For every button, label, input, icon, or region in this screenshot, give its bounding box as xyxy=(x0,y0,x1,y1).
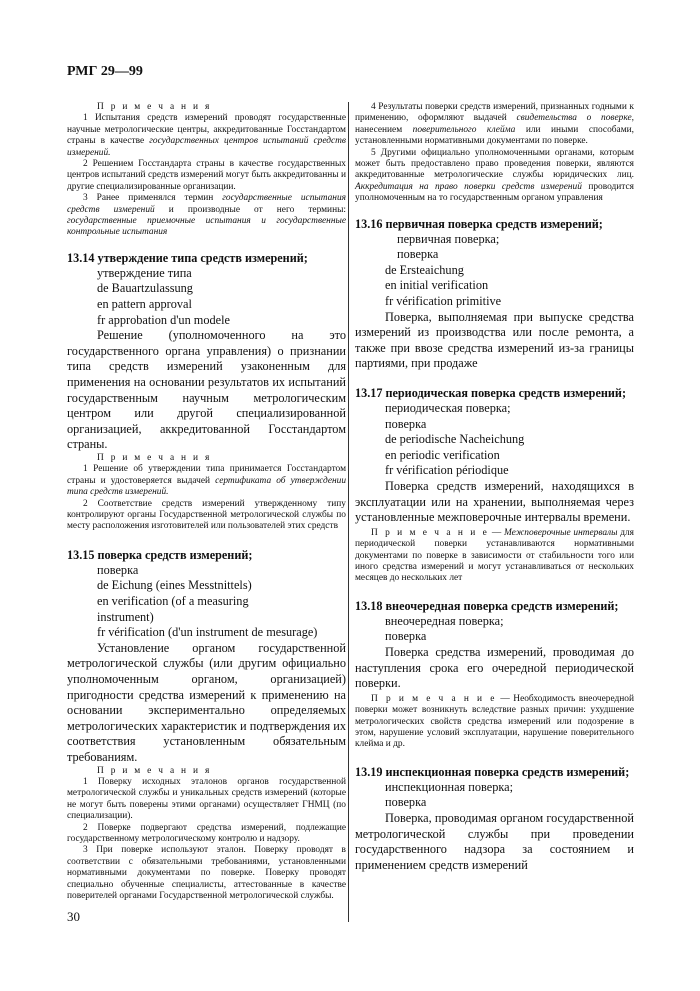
term: периодическая поверка; xyxy=(385,401,511,415)
note-4: 4 Результаты поверки средств измерений, признанных годными к применению, оформляют выдачей свидетельства о поверке, нанесением поверительного клейма или иными способами, установленными нормативными документами по поверке. xyxy=(355,102,634,147)
notes-label: П р и м е ч а н и я xyxy=(97,765,212,776)
note-2: 2 Соответствие средств измерений утвержденному типу контролируют органы Государственной метрологической службы по месту расположения изготовителей или пользователей этих средств xyxy=(67,498,346,532)
note-1: 1 Решение об утверждении типа принимается Госстандартом страны и удостоверяется выдачей сертификата об утверждении типа средств измерений. xyxy=(67,464,347,498)
term: поверка xyxy=(97,562,139,577)
note-3: 3 При поверке используют эталон. Поверку проводят в соответствии с обязательными требованиями, установленными нормативными документами по поверке. Поверку проводят специально обученные специалисты, аттестованные в качестве поверителей органами Государственной метрологической службы. xyxy=(67,845,346,902)
note-5: 5 Другими официально уполномоченными органами, которым может быть предоставлено право проведения поверки, являются аккредитованные метрологические службы юридических лиц. Аккредитация на право поверки средств измерений проводится уполномоченным на то государственным органом управления xyxy=(355,147,634,204)
section-13-16-terms xyxy=(355,232,634,310)
section-13-17-title: 13.17 периодическая поверка средств измерений; xyxy=(355,386,626,400)
section-13-19-title: 13.19 инспекционная поверка средств измерений; xyxy=(355,764,630,779)
term: утверждение типа xyxy=(97,265,192,280)
section-13-16-definition: Поверка, выполняемая при выпуске средства измерений из производства или после ремонта, а также при ввозе средства измерений из-за границы партиями, при продаже xyxy=(355,309,634,371)
term: en initial verification xyxy=(385,278,489,293)
section-13-14-notes xyxy=(67,464,346,532)
term: en pattern approval xyxy=(97,297,192,312)
column-divider xyxy=(348,102,349,922)
continued-notes xyxy=(355,102,634,205)
section-13-19-terms xyxy=(355,780,634,811)
right-column xyxy=(355,102,634,873)
section-13-15-notes xyxy=(67,777,346,902)
note-2: 2 Решением Госстандарта страны в качестве государственных центров испытаний средств измерений могут быть аккредитованны и другие специализированные организации. xyxy=(67,159,346,192)
notes-label: П р и м е ч а н и я xyxy=(97,102,212,112)
section-13-18-definition: Поверка средства измерений, проводимая до наступления срока его очередной периодической поверки. xyxy=(355,644,634,691)
left-column xyxy=(67,102,346,902)
term: de Eichung (eines Messtnittels) xyxy=(97,578,252,593)
note-1: 1 Поверку исходных эталонов органов государственной метрологической службы и уникальных средств измерений (которые не могут быть поверены этими органами) осуществляет ГНМЦ (по специализации). xyxy=(67,776,346,822)
section-13-14-terms xyxy=(67,266,346,328)
section-13-15-title: 13.15 поверка средств измерений; xyxy=(67,547,253,562)
term: en periodic verification xyxy=(385,447,500,462)
term: fr vérification primitive xyxy=(385,294,502,309)
section-13-16-title: 13.16 первичная поверка средств измерений; xyxy=(355,216,603,231)
term: fr vérification périodique xyxy=(385,463,509,478)
note-1: 1 Испытания средств измерений проводят государственные научные метрологические центры, аккредитованные Госстандартом страны в качестве государственных центров испытаний средств измерений. xyxy=(67,113,346,158)
section-13-18-title: 13.18 внеочередная поверка средств измерений; xyxy=(355,598,619,613)
note-3: 3 Ранее применялся термин государственные испытания средств измерений и производные от него термины: государственные приемочные испытания и государственные контрольные испытания xyxy=(67,193,346,238)
term: внеочередная поверка; xyxy=(385,613,504,628)
section-13-17-note xyxy=(355,528,634,585)
notes-label: П р и м е ч а н и я xyxy=(97,453,212,463)
section-13-18-terms xyxy=(355,614,634,645)
section-13-14-title: 13.14 утверждение типа средств измерений; xyxy=(67,250,308,265)
note: П р и м е ч а н и е — Межповерочные интервалы для периодической поверки устанавливаются нормативными документами по поверке в зависимости от стабильности того или иного средства измерений и могут устанавливаться от нескольких месяцев до нескольких лет xyxy=(355,527,634,584)
section-13-15-terms xyxy=(67,563,346,641)
term: поверка xyxy=(385,629,427,644)
term: de periodische Nacheichung xyxy=(385,432,525,447)
term: поверка xyxy=(385,795,427,810)
note: П р и м е ч а н и е — Необходимость внеочередной поверки может возникнуть вследствие разных причин: ухудшение метрологических свойств средства измерений или подозрение в этом, нарушение условий эксплуатации, нарушение поверительного клейма и др. xyxy=(355,693,634,750)
term: fr approbation d'un modele xyxy=(97,312,231,327)
section-13-18-note xyxy=(355,694,634,751)
page-header: РМГ 29—99 xyxy=(67,64,143,79)
term: поверка xyxy=(385,416,427,431)
term: en verification (of a measuring xyxy=(97,594,249,609)
term: fr vérification (d'un instrument de mesurage) xyxy=(97,625,318,640)
term: instrument) xyxy=(97,609,154,624)
term: de Bauartzulassung xyxy=(97,281,193,296)
section-13-15-definition: Установление органом государственной метрологической службы (или другим официально уполномоченным органом, организацией) пригодности средства измерений к применению на основании экспериментально определяемых метрологических характеристик и подтверждения их соответствия установленным обязательным требованиям. xyxy=(67,640,346,764)
section-13-19-definition: Поверка, проводимая органом государственной метрологической службы при проведении государственного надзора за состоянием и применением средств измерений xyxy=(355,810,634,872)
page-number: 30 xyxy=(67,909,80,924)
section-13-17-terms xyxy=(355,401,634,479)
term: инспекционная поверка; xyxy=(385,779,514,794)
term: первичная поверка; xyxy=(397,231,500,246)
note-2: 2 Поверке подвергают средства измерений, подлежащие государственному метрологическому контролю и надзору. xyxy=(67,822,346,844)
section-13-17-definition: Поверка средств измерений, находящихся в эксплуатации или на хранении, выполняемая через установленные межповерочные интервалы времени. xyxy=(355,478,634,525)
term: поверка xyxy=(397,247,439,262)
section-13-14-definition: Решение (уполномоченного на это государственного органа управления) о признании типа средств измерений узаконенным для применения на основании результатов их испытаний государственным научным метрологическим центром или другой специализированной организацией, аккредитованной Госстандартом страны. xyxy=(67,328,346,452)
term: de Ersteaichung xyxy=(385,262,464,277)
intro-notes xyxy=(67,113,346,238)
